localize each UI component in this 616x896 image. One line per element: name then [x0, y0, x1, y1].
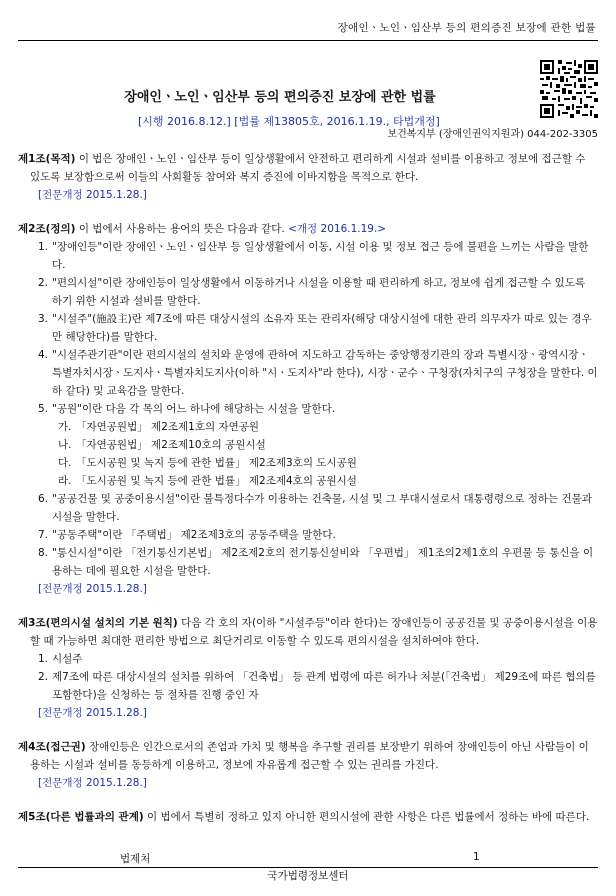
article-3-body [18, 614, 598, 650]
obligor-item [18, 650, 598, 668]
park-subitem-text: 「자연공원법」 제2조제10호의 공원시설 [76, 439, 266, 451]
park-subitem-text: 「자연공원법」 제2조제1호의 자연공원 [76, 421, 260, 433]
park-subitem-number: 라. [58, 475, 72, 487]
article-2-items [18, 238, 598, 418]
article-3-text: 다음 각 호의 자(이하 "시설주등"이라 한다)는 장애인등이 공공건물 및 공중이용시설을 이용할 때 가능하면 최대한 편리한 방법으로 최단거리로 이동할 수 있도록 편의시설을 설치하여야 한다. [30, 617, 598, 647]
footer-source: 법제처 [120, 853, 151, 865]
department-contact: 보건복지부 (장애인권익지원과) 044-202-3305 [387, 129, 598, 140]
header-rule [18, 40, 598, 41]
definition-item-text: "장애인등"이란 장애인ㆍ노인ㆍ임산부 등 일상생활에서 이동, 시설 이용 및 정보 접근 등에 불편을 느끼는 사람을 말한다. [52, 241, 589, 271]
article-2-body [18, 220, 598, 238]
definition-item-text: "공동주택"이란 「주택법」 제2조제3호의 공동주택을 말한다. [52, 529, 336, 541]
definition-item-text: "시설주"(施設主)란 제7조에 따른 대상시설의 소유자 또는 관리자(해당 대상시설에 대한 관리 의무자가 따로 있는 경우만 해당한다)를 말한다. [52, 313, 592, 343]
park-subitem-number: 다. [58, 457, 72, 469]
article-1-text: 이 법은 장애인ㆍ노인ㆍ임산부 등이 일상생활에서 안전하고 편리하게 시설과 설비를 이용하고 정보에 접근할 수 있도록 보장함으로써 이들의 사회활동 참여와 복지 증진에 이바지함을 목적으로 한다. [30, 153, 586, 183]
article-4-amendment: [전문개정 2015.1.28.] [38, 777, 147, 789]
park-subitem-number: 가. [58, 421, 72, 433]
obligor-item-number: 1. [38, 653, 49, 665]
park-subitem [18, 436, 598, 454]
article-1-label: 제1조(목적) [18, 153, 76, 165]
park-subitem-text: 「도시공원 및 녹지 등에 관한 법률」 제2조제4호의 공원시설 [76, 475, 357, 487]
definition-item-number: 7. [38, 529, 49, 541]
article-4-body [18, 738, 598, 774]
definition-item-text: "편의시설"이란 장애인등이 일상생활에서 이동하거나 시설을 이용할 때 편리하게 하고, 정보에 쉽게 접근할 수 있도록 하기 위한 시설과 설비를 말한다. [52, 277, 586, 307]
definition-item [18, 274, 598, 310]
park-subitem-number: 나. [58, 439, 72, 451]
article-3-items [18, 650, 598, 704]
obligor-item [18, 668, 598, 704]
article-5-body [18, 808, 598, 826]
definition-item [18, 544, 598, 580]
article-4-text: 장애인등은 인간으로서의 존엄과 가치 및 행복을 추구할 권리를 보장받기 위하여 장애인등이 아닌 사람들이 이용하는 시설과 설비를 동등하게 이용하고, 정보에 자유롭게 접근할 수 있는 권리를 가진다. [30, 741, 589, 771]
definition-item-number: 5. [38, 403, 49, 415]
definition-item [18, 346, 598, 400]
article-5-label: 제5조(다른 법률과의 관계) [18, 811, 144, 823]
running-header: 장애인ㆍ노인ㆍ임산부 등의 편의증진 보장에 관한 법률 [337, 22, 596, 34]
definition-item [18, 526, 598, 544]
article-5-text: 이 법에서 특별히 정하고 있지 아니한 편의시설에 관한 사항은 다른 법률에서 정하는 바에 따른다. [143, 811, 590, 823]
article-1-amendment: [전문개정 2015.1.28.] [38, 189, 147, 201]
article-1 [18, 150, 598, 204]
article-3-amendment: [전문개정 2015.1.28.] [38, 707, 147, 719]
qr-code-icon [540, 60, 598, 118]
article-2-subitems [18, 418, 598, 490]
park-subitem-text: 「도시공원 및 녹지 등에 관한 법률」 제2조제3호의 도시공원 [76, 457, 357, 469]
page-number: 1 [473, 851, 480, 863]
park-subitem [18, 472, 598, 490]
definition-item [18, 490, 598, 526]
article-5 [18, 808, 598, 826]
definition-item-number: 2. [38, 277, 49, 289]
park-subitem [18, 418, 598, 436]
article-2 [18, 220, 598, 598]
article-2-amendment: [전문개정 2015.1.28.] [38, 583, 147, 595]
article-1-body [18, 150, 598, 186]
obligor-item-text: 제7조에 따른 대상시설의 설치를 위하여 「건축법」 등 관계 법령에 따른 허가나 처분(「건축법」 제29조에 따른 협의를 포함한다)을 신청하는 등 절차를 진행 중인 자 [52, 671, 596, 701]
article-4 [18, 738, 598, 792]
definition-item-number: 6. [38, 493, 49, 505]
article-4-label: 제4조(접근권) [18, 741, 86, 753]
definition-item [18, 238, 598, 274]
definition-item-text: "공공건물 및 공중이용시설"이란 불특정다수가 이용하는 건축물, 시설 및 그 부대시설로서 대통령령으로 정하는 건물과 시설을 말한다. [52, 493, 592, 523]
definition-item-text: "통신시설"이란 「전기통신기본법」 제2조제2호의 전기통신설비와 「우편법」 제1조의2제1호의 우편물 등 통신을 이용하는 데에 필요한 시설을 말한다. [52, 547, 594, 577]
article-2-text: 이 법에서 사용하는 용어의 뜻은 다음과 같다. [75, 223, 289, 235]
law-body [18, 150, 598, 842]
definition-item-number: 4. [38, 349, 49, 361]
definition-item [18, 310, 598, 346]
definition-item-text: "공원"이란 다음 각 목의 어느 하나에 해당하는 시설을 말한다. [52, 403, 336, 415]
definition-item-number: 3. [38, 313, 49, 325]
definition-item-text: "시설주관기관"이란 편의시설의 설치와 운영에 관하여 지도하고 감독하는 중앙행정기관의 장과 특별시장ㆍ광역시장ㆍ특별자치시장ㆍ도지사ㆍ특별자치도지사(이하 "시ㆍ도지사"라 한다), 시장ㆍ군수ㆍ구청장(자치구의 구청장을 말한다. 이하 같다) 및 교육감을 말한다. [52, 349, 598, 397]
park-subitem [18, 454, 598, 472]
definition-item [18, 400, 598, 418]
article-3-label: 제3조(편의시설 설치의 기본 원칙) [18, 617, 178, 629]
article-2-items-continued [18, 490, 598, 580]
article-2-inline-amendment: <개정 2016.1.19.> [288, 223, 387, 235]
document-title: 장애인ㆍ노인ㆍ임산부 등의 편의증진 보장에 관한 법률 [124, 90, 436, 105]
definition-item-number: 8. [38, 547, 49, 559]
footer-center: 국가법령정보센터 [267, 870, 349, 882]
definition-item-number: 1. [38, 241, 49, 253]
article-2-label: 제2조(정의) [18, 223, 76, 235]
obligor-item-text: 시설주 [52, 653, 83, 665]
obligor-item-number: 2. [38, 671, 49, 683]
enforcement-meta: [시행 2016.8.12.] [법률 제13805호, 2016.1.19., 타법개정] [138, 115, 440, 128]
article-3 [18, 614, 598, 722]
